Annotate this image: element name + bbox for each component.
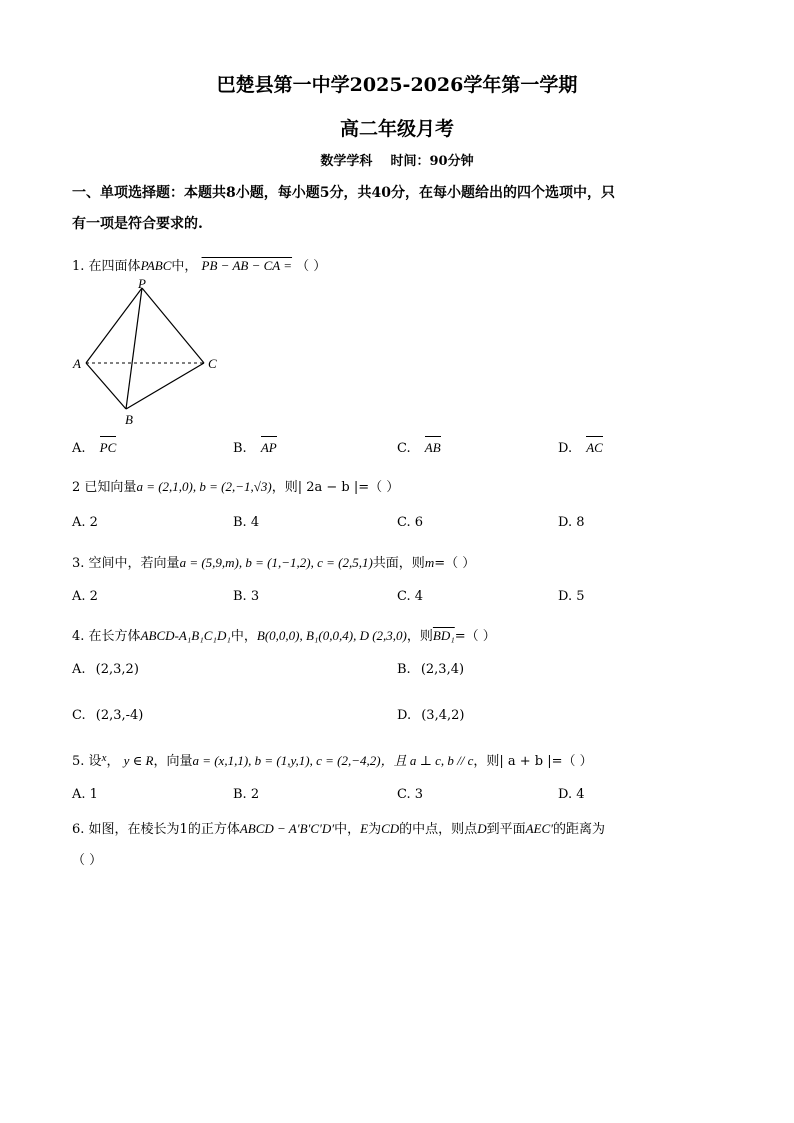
question-text: 的中点，则点 (399, 822, 478, 837)
q4-option-a[interactable] (72, 662, 139, 677)
question-6-blank: （ ） (72, 853, 103, 868)
y-in-reals: y ∈ R (123, 753, 154, 768)
question-text: 中， (230, 629, 257, 644)
q5-option-b[interactable] (233, 787, 259, 802)
q2-option-c[interactable] (397, 515, 423, 530)
option-value: 3 (250, 589, 260, 604)
q2-option-b[interactable] (233, 515, 259, 530)
option-label: D. (397, 708, 412, 723)
option-label: C. (397, 787, 411, 802)
option-label: A. (72, 589, 86, 604)
question-2-stem (72, 476, 399, 495)
q3-option-c[interactable] (397, 589, 423, 604)
option-value: 3 (414, 787, 424, 802)
option-label: A. (72, 515, 86, 530)
option-value: 5 (576, 589, 585, 604)
option-label: A. (72, 787, 86, 802)
question-text: 中， (171, 259, 198, 274)
option-value: AC (586, 440, 603, 455)
question-text: ，向量 (153, 754, 193, 769)
cube-name: ABCD − A′B′C′D′ (239, 821, 335, 836)
option-value: PC (99, 440, 117, 455)
exam-meta: 数学学科 时间：90分钟 (320, 154, 474, 169)
answer-blank: =（ ） (434, 556, 476, 571)
q3-option-a[interactable] (72, 589, 98, 604)
point-coordinates: B(0,0,0), B₁(0,0,4), D (2,3,0) (256, 628, 407, 643)
question-6-stem (72, 818, 605, 837)
option-value: 8 (576, 515, 585, 530)
option-label: C. (72, 708, 86, 723)
question-3-stem (72, 552, 475, 571)
option-label: B. (233, 589, 247, 604)
q3-option-b[interactable] (233, 589, 259, 604)
q2-option-d[interactable] (558, 515, 585, 530)
question-5-stem: 5. 设$^x$， y ∈ R，向量a = (x,1,1), b = (1,y,1), c = (2,−4,2)，且 a ⊥ c, b // c，则| a + b |=（ ） (72, 752, 593, 769)
q4-option-d[interactable] (397, 708, 464, 723)
option-label: A. (72, 441, 86, 456)
question-text: 设 (88, 754, 102, 769)
option-label: D. (558, 441, 573, 456)
option-value: 1 (89, 787, 98, 802)
question-text: 中， (334, 822, 361, 837)
question-text: 已知向量 (84, 480, 137, 495)
option-label: C. (397, 589, 411, 604)
question-text: 空间中，若向量 (88, 556, 180, 571)
vector-expression: PB − AB − CA = (201, 258, 293, 273)
q1-option-d[interactable] (558, 440, 603, 456)
q5-option-c[interactable] (397, 787, 423, 802)
option-label: C. (397, 441, 411, 456)
question-text: 的距离为 (553, 822, 606, 837)
option-label: B. (233, 515, 247, 530)
option-value: (2,3,2) (95, 662, 139, 677)
option-label: D. (558, 589, 573, 604)
segment-cd: CD (381, 821, 400, 836)
option-value: 4 (250, 515, 260, 530)
question-text: ，则| a + b |=（ ） (473, 754, 593, 769)
option-value: 2 (89, 515, 98, 530)
question-number: 5. (72, 754, 85, 769)
variable-x: x (101, 752, 107, 764)
option-value: (3,4,2) (421, 708, 465, 723)
option-label: B. (397, 662, 411, 677)
q4-option-b[interactable] (397, 662, 464, 677)
option-value: 2 (89, 589, 98, 604)
question-text: 在四面体 (88, 259, 141, 274)
vertex-label-a: A (73, 356, 81, 371)
option-value: AB (424, 440, 441, 455)
question-text: 如图，在棱长为1的正方体 (88, 822, 240, 837)
option-value: 2 (250, 787, 260, 802)
q1-option-b[interactable] (233, 440, 277, 456)
option-label: D. (558, 515, 573, 530)
tetrahedron-figure (70, 278, 220, 428)
question-number: 1. (72, 259, 85, 274)
q5-option-a[interactable] (72, 787, 98, 802)
exam-subtitle: 高二年级月考 (339, 118, 454, 140)
vector-expression: a = (2,1,0), b = (2,−1,√3) (136, 479, 272, 494)
question-text: ，则 (406, 629, 433, 644)
plane-aec: AEC′ (525, 821, 553, 836)
section-heading-line1: 一、单项选择题：本题共8小题，每小题5分，共40分，在每小题给出的四个选项中，只 (72, 185, 615, 201)
option-value: 4 (576, 787, 585, 802)
question-number: 6. (72, 822, 85, 837)
option-label: B. (233, 787, 247, 802)
vertex-label-p: P (138, 278, 146, 291)
option-value: 4 (414, 589, 424, 604)
vector-condition: ，且 a ⊥ c, b // c (380, 753, 474, 768)
question-number: 2 (72, 480, 81, 495)
question-text: 共面，则 (372, 556, 425, 571)
point-d: D (477, 821, 487, 836)
vertex-label-c: C (208, 356, 217, 371)
exam-title: 巴楚县第一中学2025-2026学年第一学期 (216, 74, 578, 96)
question-text: ，则| 2a − b |=（ ） (271, 480, 400, 495)
q5-option-d[interactable] (558, 787, 585, 802)
solid-name: ABCD-A₁B₁C₁D₁ (140, 628, 231, 643)
option-value: (2,3,-4) (95, 708, 144, 723)
option-value: AP (260, 440, 277, 455)
answer-blank: =（ ） (454, 629, 496, 644)
question-text: 在长方体 (88, 629, 141, 644)
option-label: B. (233, 441, 247, 456)
option-value: (2,3,4) (420, 662, 465, 677)
question-4-stem (72, 625, 496, 644)
vector-expression: a = (x,1,1), b = (1,y,1), c = (2,−4,2) (192, 753, 381, 768)
variable-m: m (424, 555, 435, 570)
question-1-stem (72, 255, 326, 274)
point-e: E (360, 821, 369, 836)
vertex-label-b: B (125, 412, 133, 427)
option-label: D. (558, 787, 573, 802)
option-value: 6 (414, 515, 424, 530)
q1-option-a[interactable] (72, 440, 116, 456)
q3-option-d[interactable] (558, 589, 585, 604)
question-number: 4. (72, 629, 85, 644)
tetrahedron-name: PABC (140, 258, 172, 273)
vector-expression: a = (5,9,m), b = (1,−1,2), c = (2,5,1) (179, 555, 373, 570)
question-text: 为 (368, 822, 382, 837)
vector-bd1: BD₁ (432, 628, 455, 643)
q4-option-c[interactable] (72, 708, 143, 723)
q2-option-a[interactable] (72, 515, 98, 530)
q1-option-c[interactable] (397, 440, 441, 456)
question-number: 3. (72, 556, 85, 571)
option-label: A. (72, 662, 86, 677)
section-heading-line2: 有一项是符合要求的. (72, 216, 203, 232)
answer-blank: （ ） (296, 259, 327, 274)
option-label: C. (397, 515, 411, 530)
question-text: 到平面 (486, 822, 526, 837)
